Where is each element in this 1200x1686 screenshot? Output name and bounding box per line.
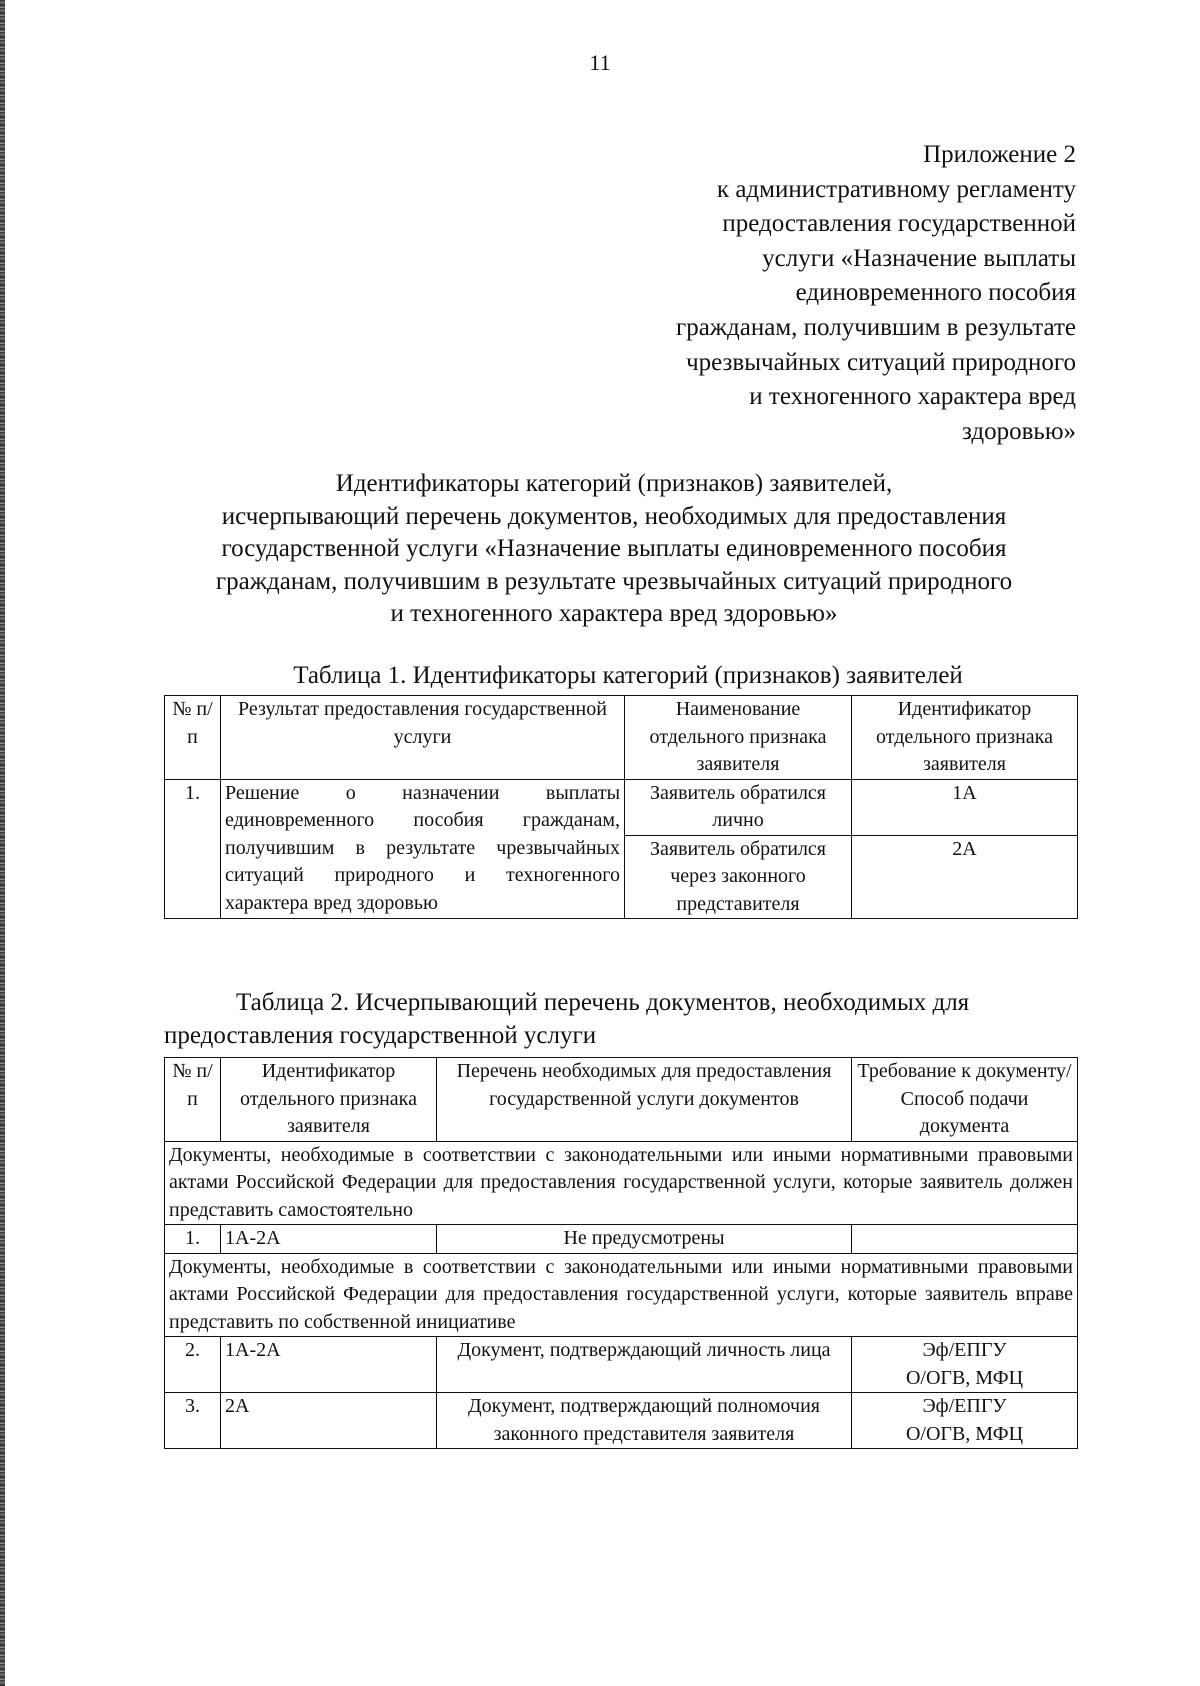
table-header-row bbox=[165, 1058, 1078, 1142]
cell-number: 1. bbox=[165, 779, 221, 919]
header-cell-requirement: Требование к документу/Способ подачи документа bbox=[852, 1058, 1078, 1142]
cell-feature-name: Заявитель обратился через законного представителя bbox=[625, 835, 852, 919]
table2-caption bbox=[164, 986, 1078, 1052]
cell-document: Документ, подтверждающий личность лица bbox=[437, 1337, 852, 1393]
requirement-line: Эф/ЕПГУ bbox=[922, 1395, 1007, 1417]
appendix-line: предоставления государственной bbox=[722, 210, 1076, 238]
table-row bbox=[165, 1393, 1078, 1449]
cell-feature-id: 1А-2А bbox=[221, 1225, 437, 1254]
header-cell-number: № п/п bbox=[165, 696, 221, 780]
appendix-line: к административному регламенту bbox=[716, 175, 1076, 203]
cell-feature-id: 2А bbox=[221, 1393, 437, 1449]
appendix-header bbox=[676, 138, 1076, 449]
cell-number: 3. bbox=[165, 1393, 221, 1449]
cell-requirement bbox=[852, 1393, 1078, 1449]
section-heading-optional: Документы, необходимые в соответствии с законодательными или иными нормативными правовыми актами Российской Федерации для предоставления государственной услуги, которые заявитель вправе представить по собственной инициативе bbox=[165, 1253, 1078, 1337]
appendix-line: гражданам, получившим в результате bbox=[675, 313, 1076, 341]
cell-document: Документ, подтверждающий полномочия законного представителя заявителя bbox=[437, 1393, 852, 1449]
requirement-line: О/ОГВ, МФЦ bbox=[905, 1422, 1024, 1445]
cell-feature-name: Заявитель обратился лично bbox=[625, 779, 852, 835]
table-row bbox=[165, 1225, 1078, 1254]
appendix-line: здоровью» bbox=[961, 417, 1076, 445]
table2-caption-line: предоставления государственной услуги bbox=[164, 1022, 597, 1049]
table1-caption: Таблица 1. Идентификаторы категорий (признаков) заявителей bbox=[293, 662, 963, 689]
requirement-line: О/ОГВ, МФЦ bbox=[905, 1366, 1024, 1389]
document-title bbox=[150, 468, 1078, 631]
section-heading-mandatory: Документы, необходимые в соответствии с законодательными или иными нормативными правовыми актами Российской Федерации для предоставления государственной услуги, которые заявитель должен представить самостоятельно bbox=[165, 1141, 1078, 1225]
table-applicant-categories bbox=[164, 695, 1078, 919]
title-line: государственной услуги «Назначение выплаты единовременного пособия bbox=[221, 535, 1007, 563]
cell-document: Не предусмотрены bbox=[437, 1225, 852, 1254]
header-cell-feature-id: Идентификатор отдельного признака заявителя bbox=[221, 1058, 437, 1142]
cell-number: 1. bbox=[165, 1225, 221, 1254]
requirement-line: Эф/ЕПГУ bbox=[922, 1339, 1007, 1361]
table-required-documents bbox=[164, 1057, 1078, 1449]
header-cell-feature-name: Наименование отдельного признака заявителя bbox=[625, 696, 852, 780]
cell-requirement bbox=[852, 1225, 1078, 1254]
appendix-line: единовременного пособия bbox=[795, 279, 1076, 307]
section-row bbox=[165, 1141, 1078, 1225]
cell-number: 2. bbox=[165, 1337, 221, 1393]
section-row bbox=[165, 1253, 1078, 1337]
appendix-line: и техногенного характера вред bbox=[749, 383, 1076, 411]
title-line: гражданам, получившим в результате чрезвычайных ситуаций природного bbox=[215, 567, 1013, 595]
table2-caption-line: Таблица 2. Исчерпывающий перечень документов, необходимых для bbox=[236, 989, 970, 1016]
header-cell-number: № п/п bbox=[165, 1058, 221, 1142]
header-cell-result: Результат предоставления государственной услуги bbox=[221, 696, 625, 780]
cell-feature-id: 2А bbox=[852, 835, 1078, 919]
title-line: исчерпывающий перечень документов, необходимых для предоставления bbox=[221, 502, 1007, 530]
cell-result: Решение о назначении выплаты единовременного пособия гражданам, получившим в результате чрезвычайных ситуаций природного и техногенного характера вред здоровью bbox=[221, 779, 625, 919]
table-row bbox=[165, 1337, 1078, 1393]
cell-requirement bbox=[852, 1337, 1078, 1393]
header-cell-documents: Перечень необходимых для предоставления государственной услуги документов bbox=[437, 1058, 852, 1142]
appendix-line: чрезвычайных ситуаций природного bbox=[686, 348, 1076, 376]
cell-feature-id: 1А-2А bbox=[221, 1337, 437, 1393]
title-line: и техногенного характера вред здоровью» bbox=[390, 600, 838, 628]
page-number: 11 bbox=[589, 50, 611, 75]
table-row bbox=[165, 779, 1078, 835]
appendix-line: Приложение 2 bbox=[923, 141, 1076, 168]
scan-edge bbox=[0, 0, 5, 1686]
title-line: Идентификаторы категорий (признаков) заявителей, bbox=[335, 470, 893, 497]
table-header-row bbox=[165, 696, 1078, 780]
header-cell-feature-id: Идентификатор отдельного признака заявителя bbox=[852, 696, 1078, 780]
appendix-line: услуги «Назначение выплаты bbox=[762, 244, 1076, 272]
cell-feature-id: 1А bbox=[852, 779, 1078, 835]
